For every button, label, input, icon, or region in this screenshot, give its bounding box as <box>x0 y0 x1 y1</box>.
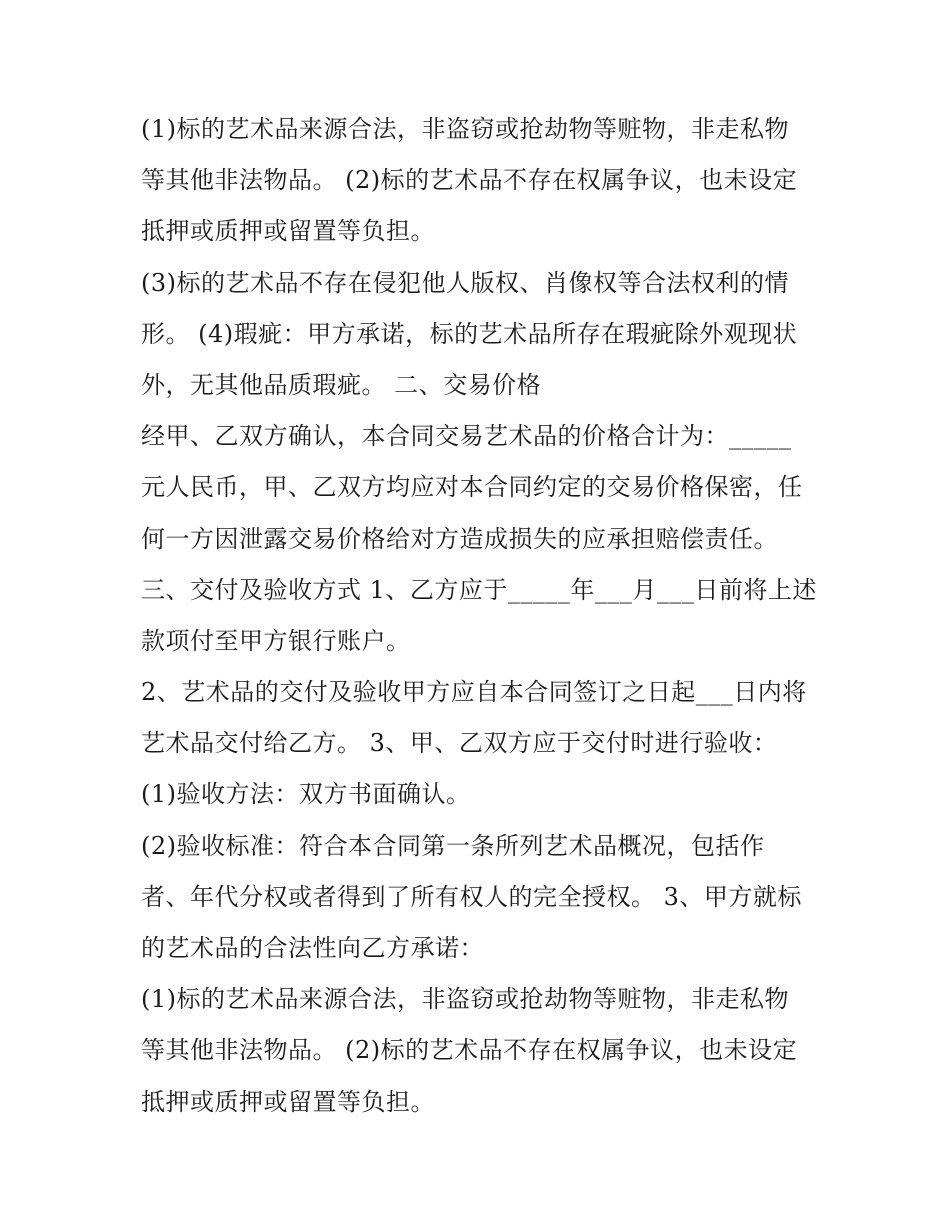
text-line: (1)标的艺术品来源合法，非盗窃或抢劫物等赃物，非走私物 <box>141 115 789 143</box>
text-line: 2、艺术品的交付及验收甲方应自本合同签订之日起___日内将 <box>141 678 807 707</box>
document-body <box>141 104 831 1128</box>
text-line: 何一方因泄露交易价格给对方造成损失的应承担赔偿责任。 <box>141 524 778 553</box>
text-line: 等其他非法物品。 (2)标的艺术品不存在权属争议，也未设定 <box>141 1036 798 1065</box>
text-line: 者、年代分权或者得到了所有权人的完全授权。 3、甲方就标 <box>141 882 802 911</box>
text-line: (3)标的艺术品不存在侵犯他人版权、肖像权等合法权利的情 <box>141 268 789 297</box>
text-line: 经甲、乙双方确认，本合同交易艺术品的价格合计为：_____ <box>141 422 792 451</box>
text-line: 外，无其他品质瑕疵。 二、交易价格 <box>141 370 542 399</box>
text-line: 的艺术品的合法性向乙方承诺： <box>141 934 484 962</box>
text-line: (2)验收标准：符合本合同第一条所列艺术品概况，包括作 <box>141 831 765 860</box>
text-line: (1)标的艺术品来源合法，非盗窃或抢劫物等赃物，非走私物 <box>141 985 789 1014</box>
text-line: 款项付至甲方银行账户。 <box>141 626 411 655</box>
text-line: 艺术品交付给乙方。 3、甲、乙双方应于交付时进行验收： <box>141 729 778 758</box>
text-line: 等其他非法物品。 (2)标的艺术品不存在权属争议，也未设定 <box>141 166 798 195</box>
text-line: 元人民币，甲、乙双方均应对本合同约定的交易价格保密，任 <box>141 473 803 502</box>
text-line: 形。 (4)瑕疵：甲方承诺，标的艺术品所存在瑕疵除外观现状 <box>141 319 798 348</box>
text-line: 抵押或质押或留置等负担。 <box>141 217 435 246</box>
text-line: (1)验收方法：双方书面确认。 <box>141 780 471 809</box>
text-line: 抵押或质押或留置等负担。 <box>141 1087 435 1116</box>
text-line: 三、交付及验收方式 1、乙方应于_____年___月___日前将上述 <box>141 575 817 604</box>
